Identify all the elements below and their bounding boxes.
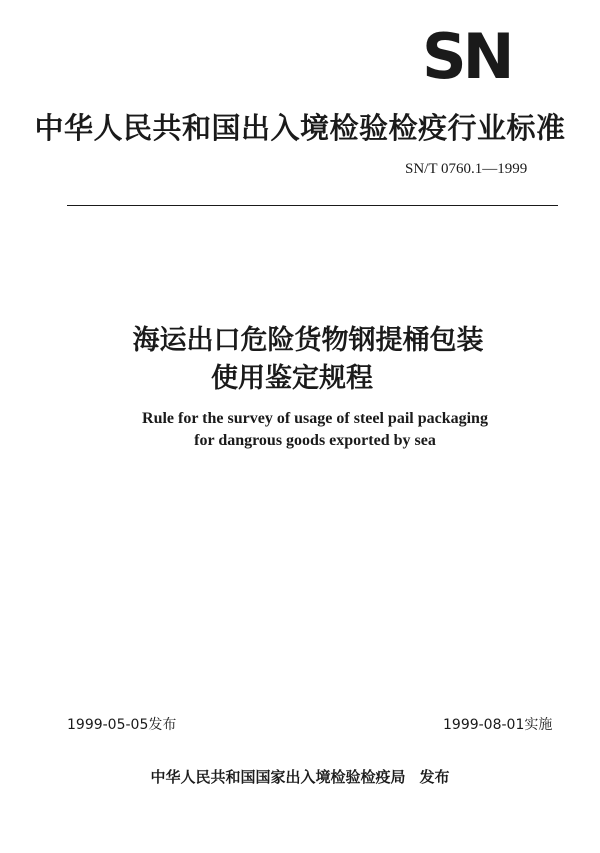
title-zh-line2: 使用鉴定规程 bbox=[211, 363, 373, 394]
title-zh-line1: 海运出口危险货物钢提桶包装 bbox=[132, 325, 484, 356]
sn-logo bbox=[420, 26, 524, 82]
title-en-line1: Rule for the survey of usage of steel pail packaging bbox=[142, 410, 488, 427]
issue-date: 1999-05-05发布 bbox=[67, 717, 177, 733]
publisher-action: 发布 bbox=[419, 768, 450, 786]
sn-logo-text: SN bbox=[422, 26, 511, 82]
standard-type-header: 中华人民共和国出入境检验检疫行业标准 bbox=[34, 111, 566, 145]
standard-code: SN/T 0760.1—1999 bbox=[405, 161, 528, 177]
title-en-line2: for dangrous goods exported by sea bbox=[194, 432, 436, 449]
header-divider bbox=[67, 205, 558, 206]
implementation-date: 1999-08-01实施 bbox=[443, 717, 553, 733]
publisher bbox=[0, 766, 600, 787]
publisher-name: 中华人民共和国国家出入境检验检疫局 bbox=[150, 768, 406, 786]
